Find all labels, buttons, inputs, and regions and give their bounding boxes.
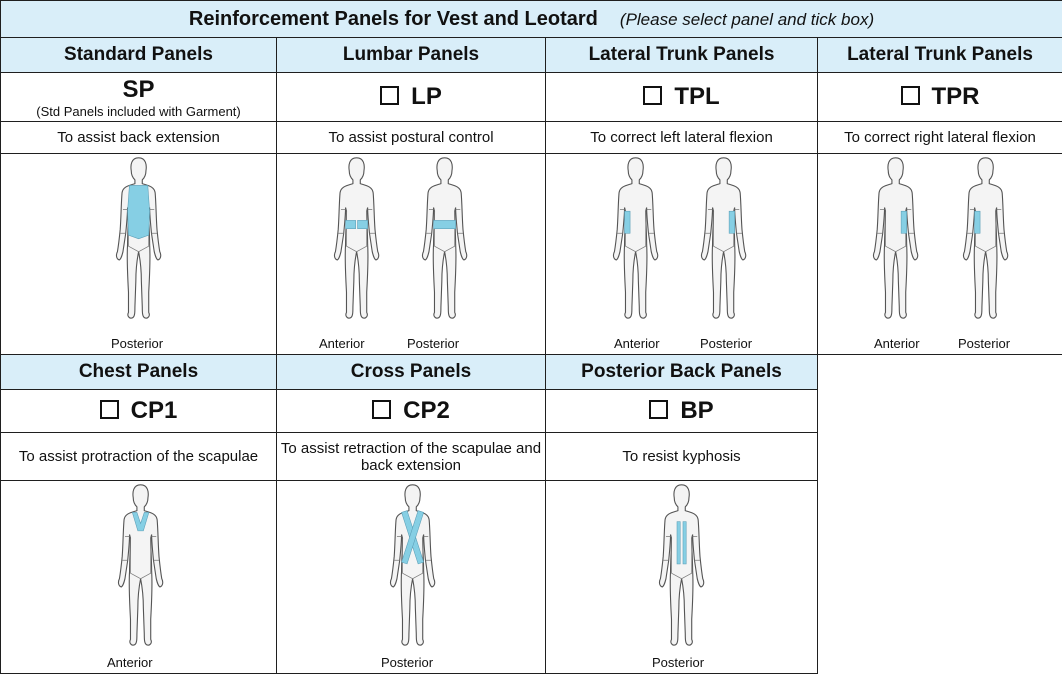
description-lp: To assist postural control	[277, 122, 546, 154]
form-title-row	[1, 1, 1062, 38]
code-cp1: CP1	[130, 397, 178, 424]
header-chest-panels: Chest Panels	[1, 355, 277, 390]
empty-cell	[818, 355, 1062, 674]
view-label-anterior: Anterior	[614, 336, 660, 351]
view-label-posterior: Posterior	[652, 655, 705, 670]
description-tpr: To correct right lateral flexion	[818, 122, 1062, 154]
body-outline	[334, 158, 378, 318]
body-figure-right-lateral-anterior-icon	[873, 158, 917, 318]
figure-illustration	[818, 154, 1062, 354]
figure-cell-lp	[277, 154, 546, 355]
view-label-posterior: Posterior	[111, 336, 164, 351]
figure-illustration	[277, 154, 546, 354]
header-lumbar-panels: Lumbar Panels	[277, 38, 546, 73]
body-outline	[613, 158, 657, 318]
description-tpl: To correct left lateral flexion	[546, 122, 818, 154]
body-outline	[118, 485, 162, 645]
code-cp2: CP2	[403, 397, 450, 424]
body-figure-left-lateral-anterior-icon	[613, 158, 657, 318]
form-title-note: (Please select panel and tick box)	[619, 9, 875, 29]
body-outline	[659, 485, 703, 645]
figure-illustration	[277, 481, 546, 673]
figure-cell-tpr	[818, 154, 1062, 355]
checkbox-tpr[interactable]	[901, 86, 920, 105]
code-cell-tpl	[546, 73, 818, 122]
body-figure-cross-panel-icon	[390, 485, 434, 645]
reinforcement-panel	[625, 211, 631, 233]
code-cell-tpr	[818, 73, 1062, 122]
code-cell-sp	[1, 73, 277, 122]
body-figure-chest-panel-icon	[118, 485, 162, 645]
reinforcement-panel	[358, 220, 368, 228]
checkbox-cp2[interactable]	[372, 400, 391, 419]
figure-cell-bp	[546, 481, 818, 674]
reinforcement-panel	[346, 220, 356, 228]
code-sp: SP	[122, 76, 155, 103]
code-lp: LP	[411, 83, 442, 110]
body-figure-posterior-back-panel-icon	[659, 485, 703, 645]
reinforcement-panel	[975, 211, 981, 233]
description-bp: To resist kyphosis	[546, 433, 818, 481]
code-tpl: TPL	[674, 83, 720, 110]
view-label-posterior: Posterior	[700, 336, 753, 351]
checkbox-tpl[interactable]	[643, 86, 662, 105]
code-sp-note: (Std Panels included with Garment)	[36, 104, 241, 119]
view-label-anterior: Anterior	[107, 655, 153, 670]
reinforcement-panel	[729, 211, 735, 233]
body-outline	[422, 158, 466, 318]
code-tpr: TPR	[931, 83, 980, 110]
description-cp1: To assist protraction of the scapulae	[1, 433, 277, 481]
header-posterior-back-panels: Posterior Back Panels	[546, 355, 818, 390]
description-sp: To assist back extension	[1, 122, 277, 154]
body-figure-left-lateral-posterior-icon	[701, 158, 745, 318]
checkbox-lp[interactable]	[380, 86, 399, 105]
body-outline	[963, 158, 1007, 318]
code-cell-lp	[277, 73, 546, 122]
figure-illustration	[546, 154, 818, 354]
view-label-posterior: Posterior	[407, 336, 460, 351]
view-label-posterior: Posterior	[958, 336, 1011, 351]
header-lateral-trunk-right: Lateral Trunk Panels	[818, 38, 1062, 73]
body-figure-lumbar-posterior-icon	[422, 158, 466, 318]
code-cell-cp1	[1, 390, 277, 433]
code-cell-cp2	[277, 390, 546, 433]
reinforcement-panel	[901, 211, 907, 233]
body-outline	[701, 158, 745, 318]
reinforcement-panel	[128, 185, 150, 238]
checkbox-bp[interactable]	[649, 400, 668, 419]
figure-cell-tpl	[546, 154, 818, 355]
checkbox-cp1[interactable]	[100, 400, 119, 419]
code-cell-bp	[546, 390, 818, 433]
reinforcement-panel	[677, 522, 680, 564]
view-label-anterior: Anterior	[874, 336, 920, 351]
header-lateral-trunk-left: Lateral Trunk Panels	[546, 38, 818, 73]
view-label-anterior: Anterior	[319, 336, 365, 351]
figure-illustration	[1, 154, 277, 354]
figure-cell-cp2	[277, 481, 546, 674]
code-bp: BP	[680, 397, 714, 424]
form-title: Reinforcement Panels for Vest and Leotard	[188, 7, 598, 30]
figure-cell-cp1	[1, 481, 277, 674]
body-figure-lumbar-anterior-icon	[334, 158, 378, 318]
view-label-posterior: Posterior	[381, 655, 434, 670]
figure-cell-sp	[1, 154, 277, 355]
figure-illustration	[546, 481, 818, 673]
body-figure-right-lateral-posterior-icon	[963, 158, 1007, 318]
description-cp2: To assist retraction of the scapulae and back extension	[277, 433, 546, 481]
body-outline	[873, 158, 917, 318]
body-figure-back-panel-icon	[116, 158, 160, 318]
header-cross-panels: Cross Panels	[277, 355, 546, 390]
header-standard-panels: Standard Panels	[1, 38, 277, 73]
figure-illustration	[1, 481, 277, 673]
body-outline	[390, 485, 434, 645]
reinforcement-panel	[683, 522, 686, 564]
reinforcement-panel	[434, 220, 456, 228]
